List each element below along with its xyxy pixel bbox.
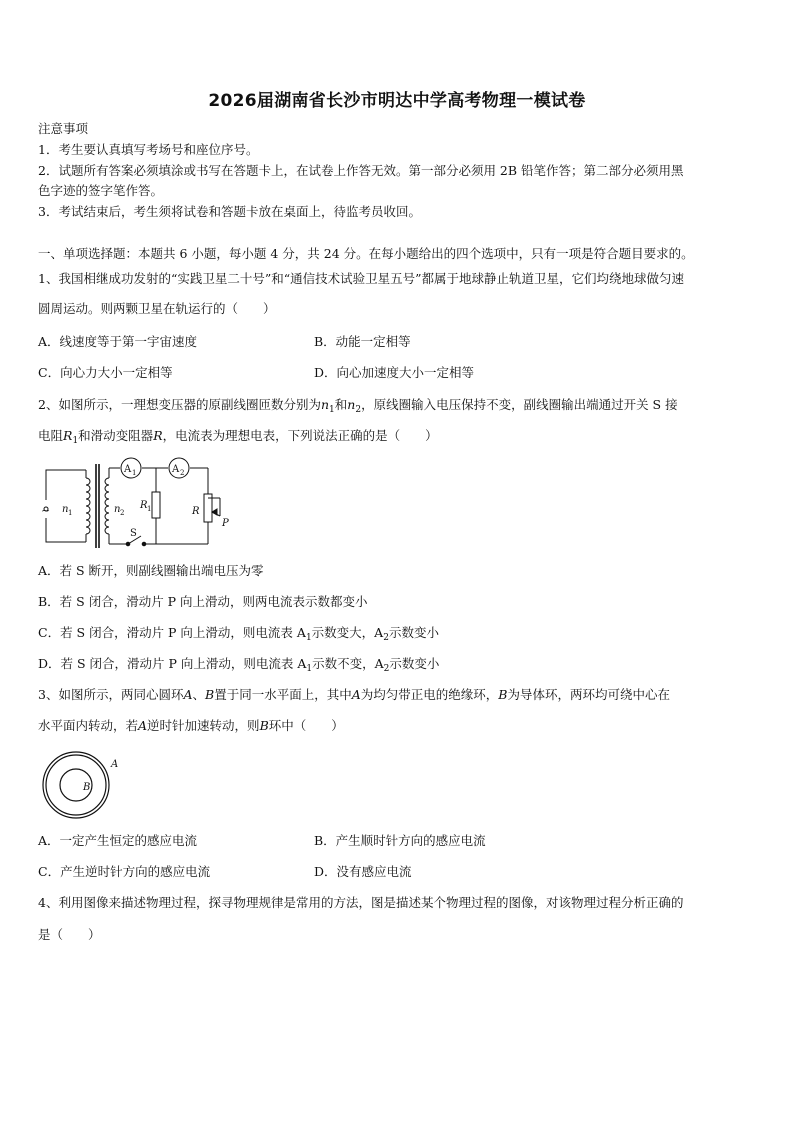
q2-text-part: 和 [334,397,348,412]
concentric-rings-diagram [40,748,126,820]
q2-text-part: ，原线圈输入电压保持不变，副线圈输出端通过开关 S 接 [361,397,678,412]
q3-text-part: 3、如图所示，两同心圆环 [38,687,184,702]
q2-d-sub: 2 [383,664,390,674]
q3-option-d: D．没有感应电流 [314,864,412,879]
slider-label: P [222,518,229,529]
question-3-text [38,717,758,735]
q3-option-b: B．产生顺时针方向的感应电流 [314,833,486,848]
ammeter2-sub: 2 [180,469,185,477]
q3-ring-b: B [498,687,508,702]
q3-ring-a: A [183,687,193,702]
q2-c-sub: 1 [305,633,312,643]
q1-option-d: D．向心加速度大小一定相等 [314,365,475,380]
q2-option-c [38,624,758,642]
question-1-text: 1、我国相继成功发射的“实践卫星二十号”和“通信技术试验卫星五号”都属于地球静止轨道卫星，它们均绕地球做匀速 [38,271,685,286]
question-2-text [38,396,758,414]
coil1-label: n [62,504,69,515]
q3-ring-a: A [351,687,361,702]
q2-text-part: 和滑动变阻器 [78,428,154,443]
q3-text-part: 水平面内转动，若 [38,718,139,733]
q3-text-part: 逆时针加速转动，则 [147,718,260,733]
coil1-sub: 1 [68,509,73,517]
q2-d-part: 示数不变，A [312,656,384,671]
q2-n2-sub: 2 [355,405,362,415]
q1-option-a: A．线速度等于第一宇宙速度 [38,334,198,349]
page-title: 2026届湖南省长沙市明达中学高考物理一模试卷 [208,91,586,111]
q3-text-part: 置于同一水平面上，其中 [214,687,352,702]
resistor1-label: R [140,500,148,511]
q2-n1: n [320,397,330,412]
ammeter1-sub: 1 [132,469,137,477]
question-2-text [38,427,758,445]
notice-item: 1．考生要认真填写考场号和座位序号。 [38,142,259,157]
q2-r: R [153,428,163,443]
q2-n1-sub: 1 [329,405,335,415]
q2-d-sub: 1 [306,664,313,674]
q2-c-part: 示数变大，A [311,625,384,640]
q3-option-c: C．产生逆时针方向的感应电流 [38,864,211,879]
ammeter2-label: A [172,464,180,475]
rheostat-label: R [192,506,200,517]
q2-r1: R [63,428,73,443]
q2-d-part: D．若 S 闭合，滑动片 P 向上滑动，则电流表 A [38,656,307,671]
q3-text-part: 、 [192,687,206,702]
q2-text-part: ，电流表为理想电表，下列说法正确的是（ ） [162,428,438,443]
q3-text-part: 环中（ ） [268,718,344,733]
q3-ring-b: B [205,687,215,702]
switch-label: S [130,528,137,539]
q2-option-d [38,655,758,673]
question-4-text: 4、利用图像来描述物理过程，探寻物理规律是常用的方法，图是描述某个物理过程的图像，对该物理过程分析正确的 [38,895,684,910]
section-heading: 一、单项选择题：本题共 6 小题，每小题 4 分，共 24 分。在每小题给出的四个选项中，只有一项是符合题目要求的。 [38,246,694,261]
q2-n2: n [347,397,356,412]
question-1-text: 圆周运动。则两颗卫星在轨运行的（ ） [38,301,276,316]
q2-text-part: 2、如图所示，一理想变压器的原副线圈匝数分别为 [38,397,321,412]
q2-option-b: B．若 S 闭合，滑动片 P 向上滑动，则两电流表示数都变小 [38,594,368,609]
notice-item: 3．考试结束后，考生须将试卷和答题卡放在桌面上，待监考员收回。 [38,204,421,219]
q3-text-part: 为均匀带正电的绝缘环， [360,687,499,702]
coil2-label: n [114,504,121,515]
transformer-circuit-diagram [38,456,228,552]
q2-text-part: 电阻 [38,428,64,443]
q2-c-part: 示数变小 [388,625,439,640]
inner-ring-label: B [83,782,91,793]
coil2-sub: 2 [120,509,125,517]
question-4-text: 是（ ） [38,927,101,942]
ammeter1-label: A [124,464,132,475]
notice-item: 色字迹的签字笔作答。 [38,183,164,198]
ac-source-symbol: ~ [41,504,51,517]
q3-text-part: 为导体环，两环均可绕中心在 [507,687,670,702]
q2-d-part: 示数变小 [389,656,440,671]
notice-item: 2．试题所有答案必须填涂或书写在答题卡上，在试卷上作答无效。第一部分必须用 2B 铅笔作答；第二部分必须用黑 [38,163,684,178]
question-3-text [38,686,758,704]
q2-option-a: A．若 S 断开，则副线圈输出端电压为零 [38,563,264,578]
q1-option-b: B．动能一定相等 [314,334,411,349]
resistor1-sub: 1 [147,505,152,513]
outer-ring-label: A [111,759,119,770]
notice-heading: 注意事项 [38,121,89,136]
q3-ring-a: A [138,718,148,733]
q3-option-a: A．一定产生恒定的感应电流 [38,833,198,848]
q2-c-part: C．若 S 闭合，滑动片 P 向上滑动，则电流表 A [38,625,306,640]
q2-r1-sub: 1 [72,436,79,446]
q3-ring-b: B [259,718,269,733]
q2-c-sub: 2 [383,633,389,643]
q1-option-c: C．向心力大小一定相等 [38,365,173,380]
